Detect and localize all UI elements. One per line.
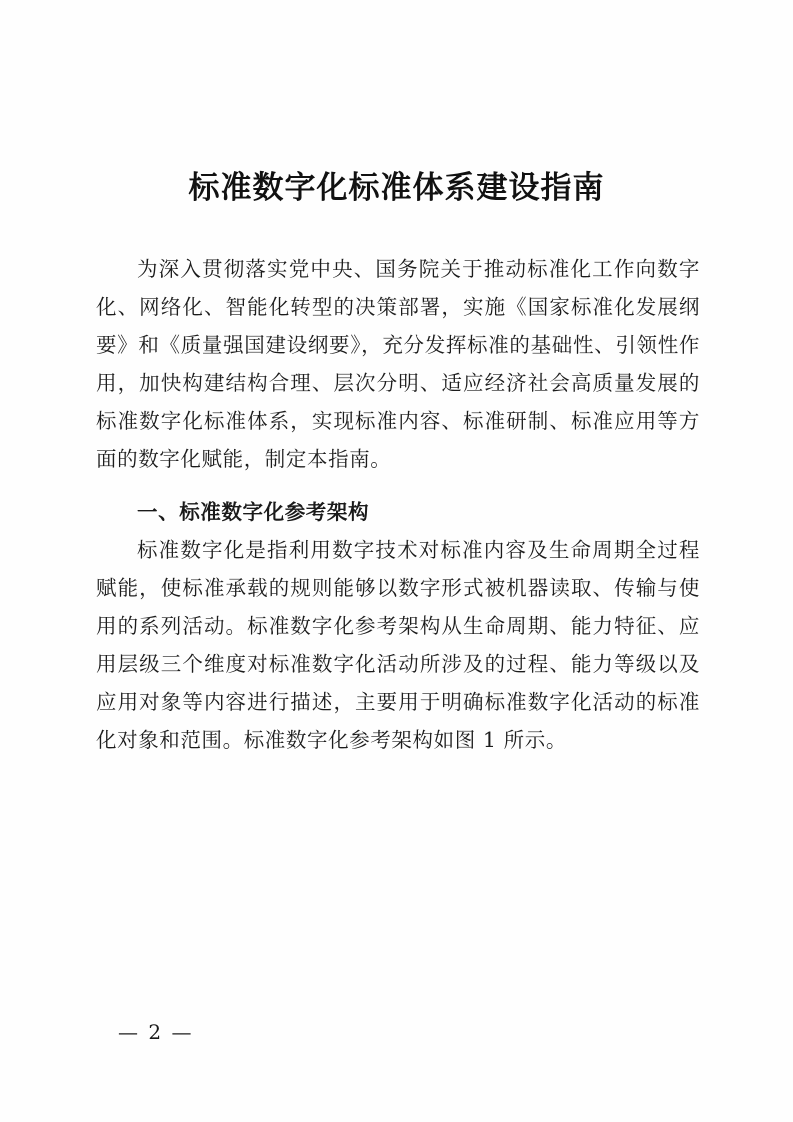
page-number: — 2 — bbox=[118, 1020, 194, 1044]
section-paragraph: 标准数字化是指利用数字技术对标准内容及生命周期全过程赋能，使标准承载的规则能够以数字形式被机器读取、传输与使用的系列活动。标准数字化参考架构从生命周期、能力特征、应用层级三个维度对标准数字化活动所涉及的过程、能力等级以及应用对象等内容进行描述，主要用于明确标准数字化活动的标准化对象和范围。标准数字化参考架构如图 1 所示。 bbox=[96, 538, 700, 752]
section-heading: 一、标准数字化参考架构 bbox=[137, 500, 370, 524]
intro-paragraph: 为深入贯彻落实党中央、国务院关于推动标准化工作向数字化、网络化、智能化转型的决策部署，实施《国家标准化发展纲要》和《质量强国建设纲要》，充分发挥标准的基础性、引领性作用，加快构建结构合理、层次分明、适应经济社会高质量发展的标准数字化标准体系，实现标准内容、标准研制、标准应用等方面的数字化赋能，制定本指南。 bbox=[96, 257, 700, 471]
document-title: 标准数字化标准体系建设指南 bbox=[188, 170, 605, 206]
